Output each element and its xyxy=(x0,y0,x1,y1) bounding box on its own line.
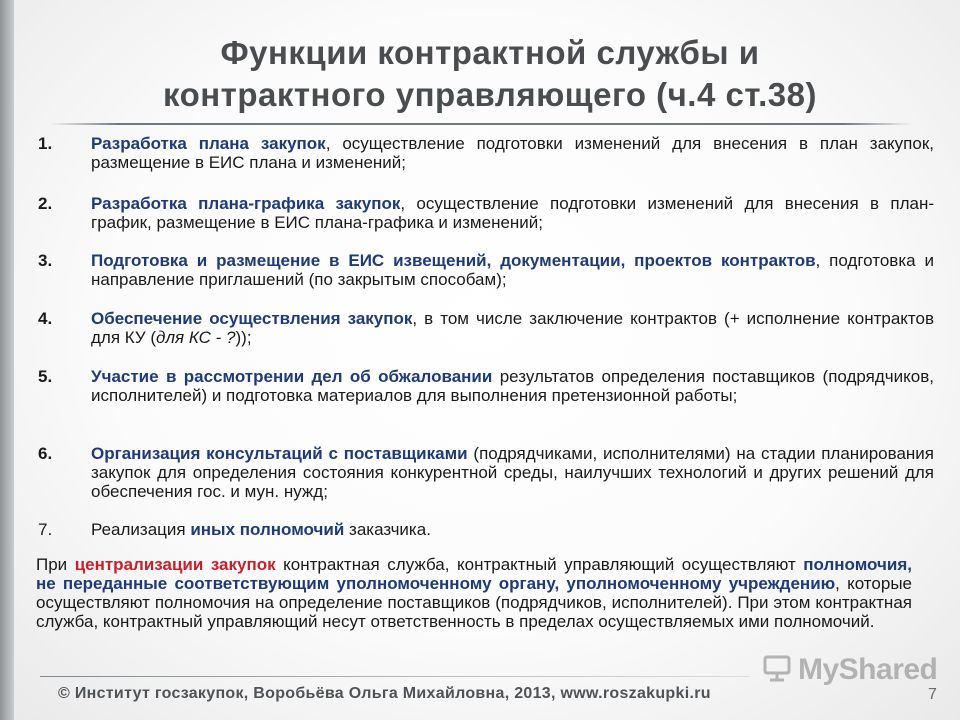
slide-title xyxy=(60,32,920,116)
item-number: 4. xyxy=(38,309,53,328)
text-run: , осуществление подготовки изменений для внесения в план закупок, размещение в ЕИС плана и изменений; xyxy=(91,134,934,172)
item-number: 1. xyxy=(38,134,53,153)
centralization-paragraph xyxy=(36,555,912,631)
presentation-board-icon xyxy=(762,653,792,688)
item-number: 5. xyxy=(38,367,53,386)
text-run: Разработка плана-графика закупок xyxy=(91,194,401,213)
text-run: контрактная служба, контрактный управляющий осуществляют xyxy=(275,555,804,574)
item-text xyxy=(91,309,934,347)
list-item xyxy=(38,309,934,347)
left-decor-bar xyxy=(0,0,14,720)
text-run: (подрядчиками, исполнителями) на стадии планирования закупок для определения состояния конкурентной среды, наилучших технологий и других решений для обеспечения гос. и мун. нужд; xyxy=(91,444,934,501)
title-line-1: Функции контрактной службы и xyxy=(220,34,760,71)
text-run: централизации закупок xyxy=(74,555,276,574)
footer-copyright: © Институт госзакупок, Воробьёва Ольга Михайловна, 2013, www.roszakupki.ru xyxy=(58,685,711,702)
item-text xyxy=(91,520,934,539)
list-item xyxy=(38,134,934,172)
list-item xyxy=(38,367,934,405)
item-number: 3. xyxy=(38,251,53,270)
item-number: 6. xyxy=(38,444,53,463)
text-run: , подготовка и направление приглашений (по закрытым способам); xyxy=(91,251,934,289)
item-number: 7. xyxy=(38,520,53,539)
title-divider xyxy=(50,123,912,125)
list-item xyxy=(38,444,934,501)
list-item xyxy=(38,520,934,539)
item-text xyxy=(91,367,934,405)
text-run: Обеспечение осуществления закупок xyxy=(91,309,413,328)
item-text xyxy=(91,194,934,232)
title-line-2: контрактного управляющего (ч.4 ст.38) xyxy=(163,76,817,113)
item-number: 2. xyxy=(38,194,53,213)
list-item xyxy=(38,194,934,232)
list-item xyxy=(38,251,934,289)
text-run: , осуществление подготовки изменений для внесения в план-график, размещение в ЕИС плана-графика и изменений; xyxy=(91,194,934,232)
text-run: полномочия, не переданные соответствующим уполномоченному органу, уполномоченному учреждению xyxy=(36,555,912,593)
item-text xyxy=(91,134,934,172)
text-run: иных полномочий xyxy=(190,520,345,539)
text-run: )); xyxy=(235,328,252,347)
text-run: Организация консультаций с поставщиками xyxy=(91,444,468,463)
text-run: , в том числе заключение контрактов (+ исполнение контрактов для КУ ( xyxy=(91,309,934,347)
footer-divider xyxy=(40,676,750,677)
page-number: 7 xyxy=(928,686,937,703)
text-run: Реализация xyxy=(91,520,191,539)
text-run: При xyxy=(36,555,75,574)
text-run: Участие в рассмотрении дел об обжаловании xyxy=(91,367,493,386)
watermark xyxy=(762,652,937,688)
watermark-text: MyShared xyxy=(798,653,938,686)
text-run: для КС - ? xyxy=(156,328,236,347)
item-text xyxy=(91,444,934,501)
text-run: , которые осуществляют полномочия на определение поставщиков (подрядчиков, исполнителей). При этом контрактная служба, контрактный управляющий несут ответственность в пределах осуществляемых ими полномочий. xyxy=(36,574,912,631)
text-run: Разработка плана закупок xyxy=(91,134,326,153)
text-run: Подготовка и размещение в ЕИС извещений, документации, проектов контрактов xyxy=(91,251,816,270)
item-text xyxy=(91,251,934,289)
text-run: результатов определения поставщиков (подрядчиков, исполнителей) и подготовка материалов для выполнения претензионной работы; xyxy=(91,367,934,405)
text-run: заказчика. xyxy=(344,520,431,539)
